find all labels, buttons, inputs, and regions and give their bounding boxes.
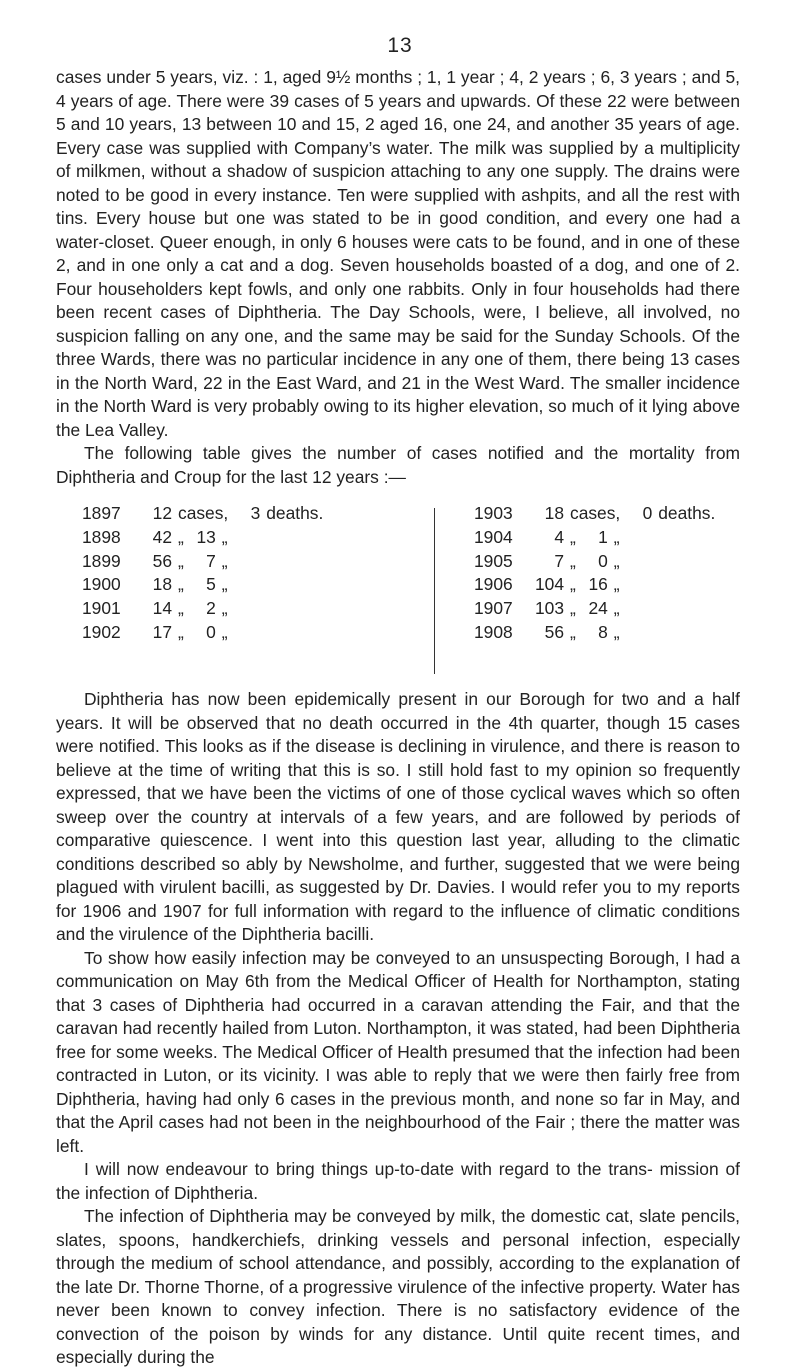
cases-cell: 7 bbox=[554, 550, 564, 571]
cases-cell: 104 bbox=[534, 574, 564, 595]
paragraph: The infection of Diphtheria may be conveyed by milk, the domestic cat, slate pencils, slates, spoons, handkerchiefs, drinking vessels and personal infection, especially through the medium of school attendance, and possibly, according to the explanation of the late Dr. Thorne Thorne, of a progressive virulence of the infective property. Water has never been known to convey infection. There is no satisfactory evidence of the convection of the poison by winds for any distance. Until quite recent times, and especially during the bbox=[56, 1206, 740, 1367]
table-row bbox=[82, 502, 323, 526]
page-number: 13 bbox=[387, 34, 413, 57]
year-cell: 1899 bbox=[82, 550, 121, 571]
deaths-label: „ bbox=[221, 550, 228, 571]
deaths-cell: 1 bbox=[598, 526, 608, 547]
cases-label: „ bbox=[570, 574, 576, 595]
cases-label: „ bbox=[178, 526, 184, 547]
cases-cell: 18 bbox=[152, 574, 172, 595]
year-cell: 1897 bbox=[82, 503, 121, 523]
cases-cell: 18 bbox=[544, 503, 564, 523]
cases-label: „ bbox=[178, 598, 184, 619]
deaths-label: „ bbox=[613, 598, 620, 619]
cases-cell: 42 bbox=[152, 526, 172, 547]
table-row bbox=[82, 550, 323, 574]
paragraph: The following table gives the number of cases notified and the mortality from Diphtheria and Croup for the last 12 years :— bbox=[56, 443, 740, 487]
paragraph: Diphtheria has now been epidemically present in our Borough for two and a half years. It will be observed that no death occurred in the 4th quarter, though 15 cases were notified. This looks as if the disease is declining in virulence, and there is reason to believe at the time of writing that this is so. I still hold fast to my opinion so frequently expressed, that we have been the victims of one of those cyclical waves which so often sweep over the country at intervals of a few years, and are followed by periods of comparative quiescence. I went into this question last year, alluding to the climatic conditions described so ably by Newsholme, and further, suggested that we were being plagued with virulent bacilli, as suggested by Dr. Davies. I would refer you to my reports for 1906 and 1907 for full information with regard to the influence of climatic conditions and the virulence of the Diphtheria bacilli. bbox=[56, 689, 740, 944]
cases-cell: 12 bbox=[152, 503, 172, 523]
deaths-cell: 0 bbox=[642, 503, 653, 523]
deaths-label: „ bbox=[613, 574, 620, 595]
body-text-bottom bbox=[56, 688, 740, 1370]
deaths-label: „ bbox=[613, 550, 620, 571]
cases-cell: 17 bbox=[152, 621, 172, 642]
deaths-cell: 24 bbox=[588, 598, 608, 619]
table-divider bbox=[434, 508, 435, 674]
deaths-cell: 8 bbox=[598, 621, 608, 642]
deaths-cell: 3 bbox=[250, 503, 261, 523]
year-cell: 1905 bbox=[474, 550, 513, 571]
deaths-cell: 16 bbox=[588, 574, 608, 595]
body-text-top bbox=[56, 66, 740, 489]
deaths-label: „ bbox=[613, 526, 620, 547]
table-row bbox=[474, 573, 715, 597]
cases-label: cases, bbox=[570, 503, 621, 523]
year-cell: 1903 bbox=[474, 503, 513, 523]
cases-label: „ bbox=[178, 550, 184, 571]
cases-cell: 56 bbox=[152, 550, 172, 571]
deaths-label: „ bbox=[221, 526, 228, 547]
year-cell: 1900 bbox=[82, 574, 121, 595]
year-cell: 1906 bbox=[474, 574, 513, 595]
table-row bbox=[474, 597, 715, 621]
cases-label: „ bbox=[570, 550, 576, 571]
deaths-cell: 0 bbox=[206, 621, 216, 642]
deaths-label: „ bbox=[221, 574, 228, 595]
table-row bbox=[474, 502, 715, 526]
cases-label: „ bbox=[178, 621, 184, 642]
cases-cell: 103 bbox=[534, 598, 564, 619]
paragraph: I will now endeavour to bring things up-to-date with regard to the trans- mission of the infection of Diphtheria. bbox=[56, 1159, 740, 1203]
cases-label: „ bbox=[570, 526, 576, 547]
table-row bbox=[82, 573, 323, 597]
cases-cell: 56 bbox=[544, 621, 564, 642]
cases-cell: 14 bbox=[152, 598, 172, 619]
deaths-cell: 0 bbox=[598, 550, 608, 571]
paragraph: To show how easily infection may be conveyed to an unsuspecting Borough, I had a communication on May 6th from the Medical Officer of Health for Northampton, stating that 3 cases of Diphtheria had occurred in a caravan attending the Fair, and that the caravan had recently hailed from Luton. Northampton, it was stated, had been Diphtheria free for some weeks. The Medical Officer of Health presumed that the infection had been contracted in Luton, or its vicinity. I was able to reply that we were then fairly free from Diphtheria, having had only 6 cases in the previous month, and none so far in May, and that the April cases had not been in the neighbourhood of the Fair ; there the matter was left. bbox=[56, 947, 740, 1156]
deaths-cell: 2 bbox=[206, 598, 216, 619]
year-cell: 1902 bbox=[82, 621, 121, 642]
cases-label: „ bbox=[570, 598, 576, 619]
deaths-label: „ bbox=[221, 621, 228, 642]
table-row bbox=[474, 526, 715, 550]
deaths-cell: 7 bbox=[206, 550, 216, 571]
diphtheria-table bbox=[82, 502, 752, 686]
cases-label: „ bbox=[178, 574, 184, 595]
paragraph: cases under 5 years, viz. : 1, aged 9½ months ; 1, 1 year ; 4, 2 years ; 6, 3 years ; and 5, 4 years of age. There were 39 cases of 5 years and upwards. Of these 22 were between 5 and 10 years, 13 between 10 and 15, 2 aged 16, one 24, and another 35 years of age. Every case was supplied with Company’s water. The milk was supplied by a multiplicity of milkmen, without a shadow of suspicion attaching to any one supply. The drains were noted to be good in every instance. Ten were supplied with ashpits, and all the rest with tins. Every house but one was stated to be in good condition, and every one had a water-closet. Queer enough, in only 6 houses were cats to be found, and in one of these 2, and in one only a cat and a dog. Seven households boasted of a dog, and one of 2. Four householders kept fowls, and only one rabbits. Only in four households had there been recent cases of Diphtheria. The Day Schools, were, I believe, all involved, no suspicion falling on any one, and the same may be said for the Sunday Schools. Of the three Wards, there was no particular incidence in any one of them, there being 13 cases in the North Ward, 22 in the East Ward, and 21 in the West Ward. The smaller incidence in the North Ward is very probably owing to its higher elevation, so much of it lying above the Lea Valley. bbox=[56, 67, 740, 440]
year-cell: 1904 bbox=[474, 526, 513, 547]
year-cell: 1898 bbox=[82, 526, 121, 547]
table-row bbox=[474, 550, 715, 574]
cases-cell: 4 bbox=[554, 526, 564, 547]
table-row bbox=[474, 621, 715, 645]
year-cell: 1908 bbox=[474, 621, 513, 642]
deaths-cell: 5 bbox=[206, 574, 216, 595]
table-column-1903-1908 bbox=[474, 502, 715, 645]
year-cell: 1901 bbox=[82, 598, 121, 619]
deaths-cell: 13 bbox=[196, 526, 216, 547]
deaths-label: deaths. bbox=[266, 503, 324, 523]
table-row bbox=[82, 621, 323, 645]
deaths-label: deaths. bbox=[658, 503, 716, 523]
cases-label: „ bbox=[570, 621, 576, 642]
deaths-label: „ bbox=[613, 621, 620, 642]
table-row bbox=[82, 597, 323, 621]
cases-label: cases, bbox=[178, 503, 229, 523]
deaths-label: „ bbox=[221, 598, 228, 619]
table-row bbox=[82, 526, 323, 550]
table-column-1897-1902 bbox=[82, 502, 323, 645]
year-cell: 1907 bbox=[474, 598, 513, 619]
